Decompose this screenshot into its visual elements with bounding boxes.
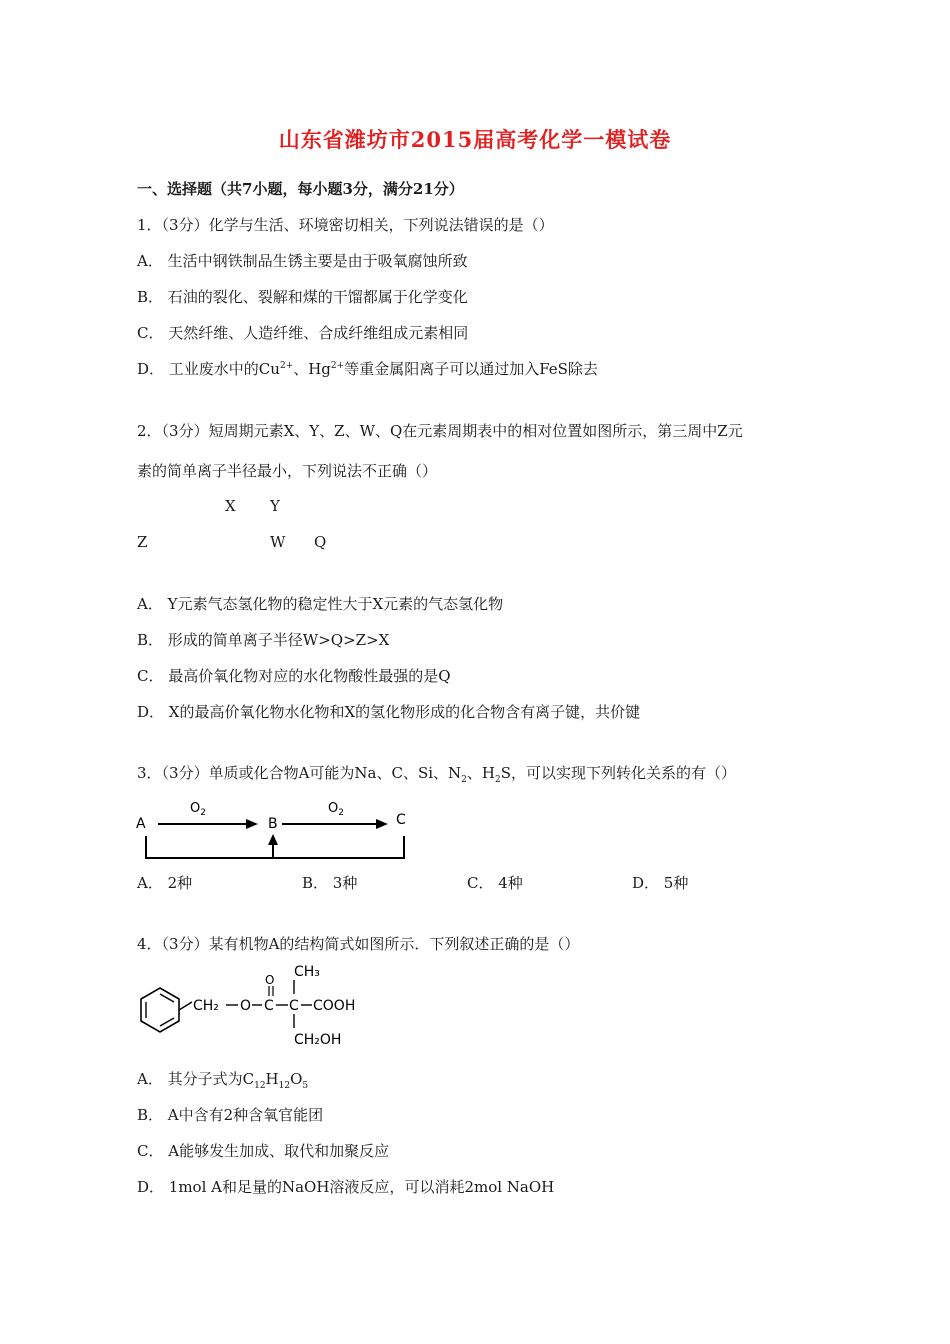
q3-option-a: A． 2种 (137, 874, 193, 892)
element-z: Z (137, 533, 148, 551)
q1-option-b: B． 石油的裂化、裂解和煤的干馏都属于化学变化 (137, 288, 468, 306)
quaternary-carbon: C (289, 998, 299, 1014)
arrowhead-b-to-c (376, 819, 388, 829)
q3-option-d: D． 5种 (632, 874, 689, 892)
element-x: X (225, 497, 236, 515)
q2-option-c: C． 最高价氧化物对应的水化物酸性最强的是Q (137, 667, 451, 685)
element-y: Y (270, 497, 280, 515)
ester-oxygen: O (240, 998, 252, 1014)
ch2-group: CH₂ (193, 998, 219, 1014)
q1-option-d: D． 工业废水中的$Cu^{2+}$、$Hg^{2+}$等重金属阳离子可以通过加入FeS除去 (137, 360, 598, 378)
diagram-label-a: A (136, 816, 146, 832)
q1-option-c: C． 天然纤维、人造纤维、合成纤维组成元素相同 (137, 324, 469, 342)
q2-option-a: A． Y元素气态氢化物的稳定性大于X元素的气态氢化物 (137, 595, 504, 613)
carbonyl-oxygen: O (265, 973, 275, 987)
q3-option-c: C． 4种 (467, 874, 523, 892)
q3-option-b: B． 3种 (302, 874, 358, 892)
q4-stem: 4．（3分）某有机物A的结构简式如图所示．下列叙述正确的是（） (137, 935, 580, 953)
element-w: W (270, 533, 286, 551)
diagram-label-b: B (268, 816, 278, 832)
diagram-o2-label-1: $O_2$ (190, 801, 206, 818)
bond (179, 1002, 192, 1010)
q2-stem-line1: 2．（3分）短周期元素X、Y、Z、W、Q在元素周期表中的相对位置如图所示，第三周中Z元 (137, 422, 743, 440)
arrowhead-to-b (268, 834, 278, 845)
q4-option-c: C． A能够发生加成、取代和加聚反应 (137, 1142, 390, 1160)
q2-stem-line2: 素的简单离子半径最小，下列说法不正确（） (137, 462, 438, 480)
hydroxymethyl-group: CH₂OH (294, 1032, 342, 1048)
element-q: Q (314, 533, 327, 551)
arrowhead-a-to-b (246, 819, 258, 829)
carbonyl-carbon: C (264, 998, 274, 1014)
q1-option-a: A． 生活中钢铁制品生锈主要是由于吸氧腐蚀所致 (137, 252, 468, 270)
section-heading: 一、选择题（共7小题，每小题3分，满分21分） (137, 180, 464, 198)
q1-stem: 1．（3分）化学与生活、环境密切相关，下列说法错误的是（） (137, 216, 554, 234)
q2-option-b: B． 形成的简单离子半径W>Q>Z>X (137, 631, 390, 649)
page-title: 山东省潍坊市2015届高考化学一模试卷 (278, 127, 672, 152)
q4-option-b: B． A中含有2种含氧官能团 (137, 1106, 324, 1124)
conversion-diagram (130, 790, 420, 870)
q2-option-d: D． X的最高价氧化物水化物和X的氢化物形成的化合物含有离子键，共价键 (137, 703, 641, 721)
q4-option-a: A． 其分子式为$C_{12}H_{12}O_5$ (137, 1070, 309, 1091)
q4-option-d: D． 1mol A和足量的NaOH溶液反应，可以消耗2mol NaOH (137, 1178, 555, 1196)
diagram-label-c: C (396, 812, 406, 828)
diagram-o2-label-2: $O_2$ (328, 801, 344, 818)
methyl-group: CH₃ (294, 964, 320, 980)
q3-stem: 3．（3分）单质或化合物A可能为Na、C、Si、$N_2$、$H_2S$，可以实现下列转化关系的有（） (137, 764, 737, 785)
carboxyl-group: COOH (313, 998, 356, 1014)
structural-formula (130, 958, 390, 1058)
